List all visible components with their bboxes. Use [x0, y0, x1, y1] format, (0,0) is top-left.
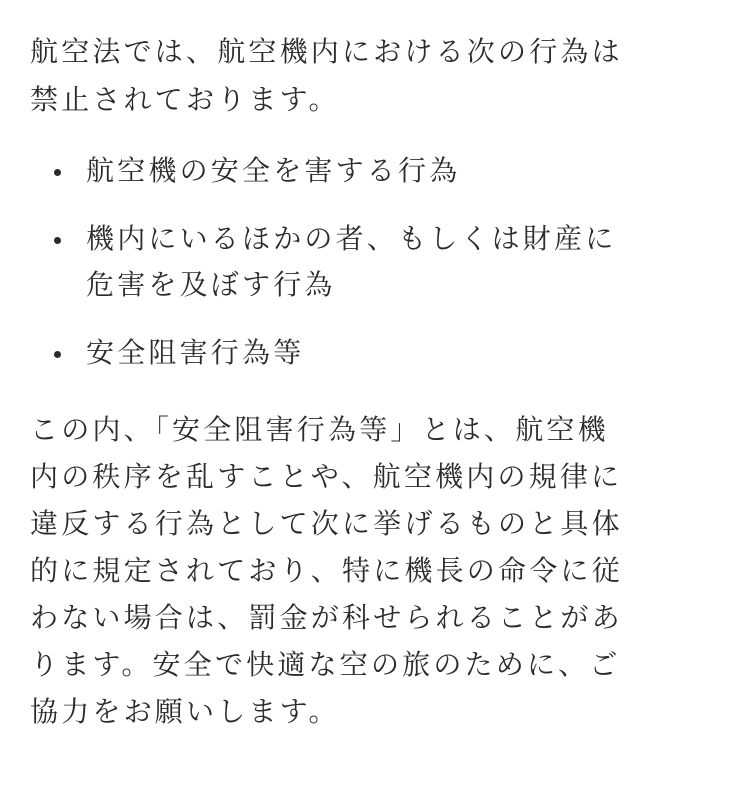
outro-line: 協力をお願いします。 [30, 695, 340, 728]
intro-line: 航空法では、航空機内における次の行為は [30, 35, 623, 68]
list-item [30, 330, 717, 376]
intro-paragraph [30, 28, 717, 124]
outro-line: わない場合は、罰金が科せられることがあ [30, 601, 623, 634]
list-item-text: 危害を及ぼす行為 [86, 268, 336, 301]
list-item-text: 安全阻害行為等 [86, 336, 305, 369]
list-item-text: 航空機の安全を害する行為 [86, 154, 461, 187]
outro-line: ります。安全で快適な空の旅のために、ご [30, 648, 621, 681]
list-item-text: 機内にいるほかの者、もしくは財産に [86, 222, 617, 255]
list-item [30, 148, 717, 194]
outro-line: この内、「安全阻害行為等」とは、航空機 [30, 413, 609, 446]
bullet-icon [54, 351, 61, 358]
intro-line: 禁止されております。 [30, 83, 340, 116]
outro-line: 違反する行為として次に挙げるものと具体 [30, 507, 623, 540]
outro-line: 的に規定されており、特に機長の命令に従 [30, 554, 623, 587]
outro-line: 内の秩序を乱すことや、航空機内の規律に [30, 460, 623, 493]
prohibited-acts-list [30, 148, 717, 376]
list-item [30, 216, 717, 308]
outro-paragraph [30, 406, 717, 735]
bullet-icon [54, 237, 61, 244]
bullet-icon [54, 169, 61, 176]
